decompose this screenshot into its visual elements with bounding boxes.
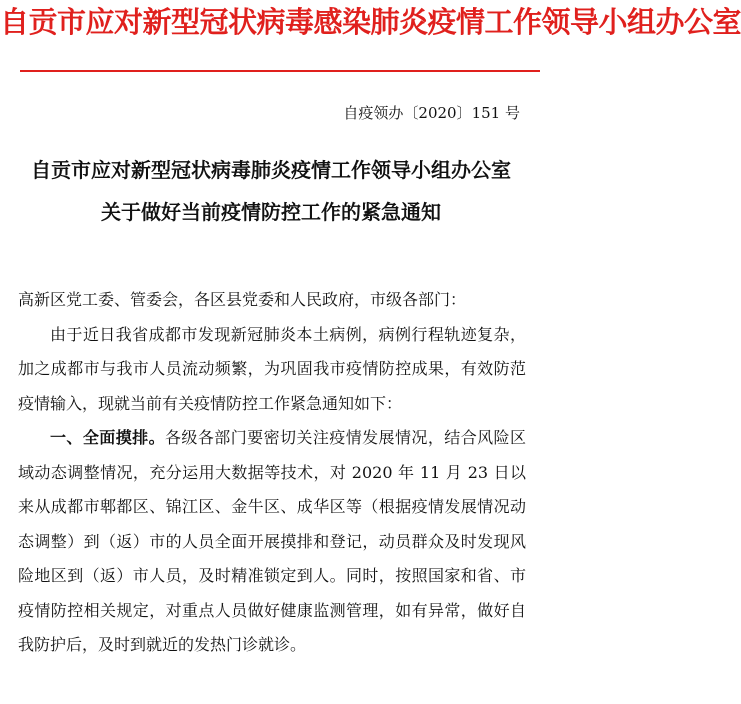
intro-paragraph: 由于近日我省成都市发现新冠肺炎本土病例，病例行程轨迹复杂，加之成都市与我市人员流动频繁，为巩固我市疫情防控成果，有效防范疫情输入，现就当前有关疫情防控工作紧急通知如下： <box>18 324 526 413</box>
red-header-rule <box>20 70 540 72</box>
section-1-paragraph <box>18 421 526 663</box>
notice-title-line-1: 自贡市应对新型冠状病毒肺炎疫情工作领导小组办公室 <box>31 158 511 182</box>
section-1-heading: 一、全面摸排。 <box>50 428 165 447</box>
issuer-header-title: 自贡市应对新型冠状病毒感染肺炎疫情工作领导小组办公室 <box>0 5 741 39</box>
section-1-text: 各级各部门要密切关注疫情发展情况，结合风险区域动态调整情况，充分运用大数据等技术，对 2020 年 11 月 23 日以来从成都市郫都区、锦江区、金牛区、成华区等（根据疫情发展情况动态调整）到（返）市的人员全面开展摸排和登记，动员群众及时发现风险地区到（返）市人员，及时精准锁定到人。同时，按照国家和省、市疫情防控相关规定，对重点人员做好健康监测管理，如有异常，做好自我防护后，及时到就近的发热门诊就诊。 <box>18 428 526 654</box>
salutation: 高新区党工委、管委会，各区县党委和人民政府，市级各部门： <box>18 290 467 309</box>
notice-title-line-2: 关于做好当前疫情防控工作的紧急通知 <box>101 200 441 224</box>
document-number: 自疫领办〔2020〕151 号 <box>343 104 520 122</box>
notice-body <box>18 283 526 663</box>
